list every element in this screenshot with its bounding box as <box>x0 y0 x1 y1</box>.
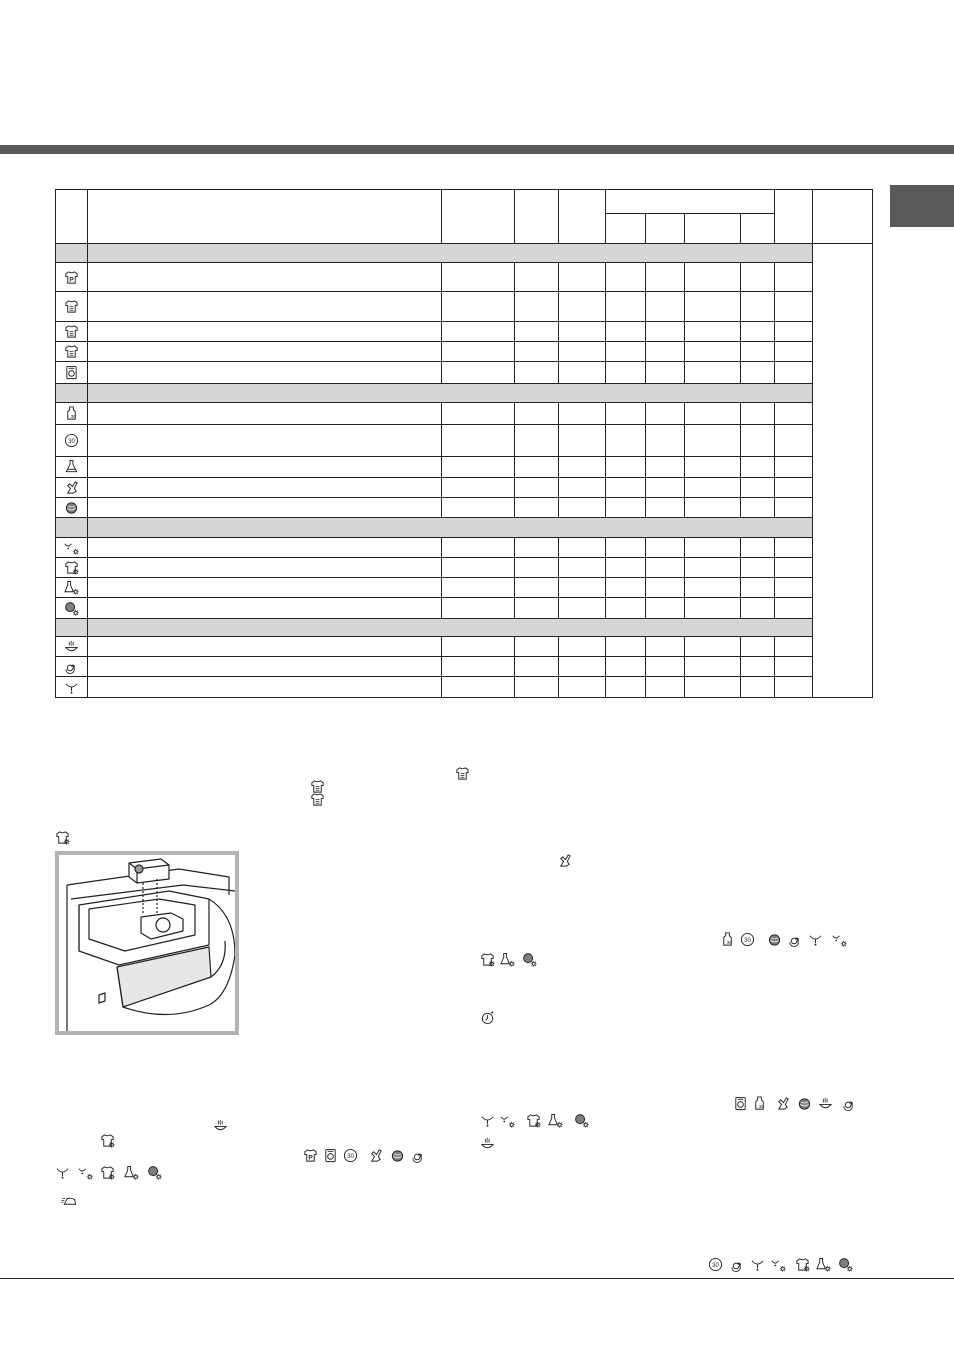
program-value-cell <box>515 636 559 656</box>
program-name-cell <box>88 425 442 456</box>
program-value-cell <box>775 402 813 424</box>
program-value-cell <box>606 578 646 598</box>
spiral-spin-icon <box>788 932 803 947</box>
program-value-cell <box>606 636 646 656</box>
subheader-cell <box>741 214 775 243</box>
program-row <box>56 262 873 291</box>
bottle-icon <box>752 1096 767 1111</box>
program-value-cell <box>606 598 646 618</box>
program-value-cell <box>515 578 559 598</box>
thirty-minute-icon <box>343 1148 358 1163</box>
shirt-icon <box>64 324 79 339</box>
program-icon-cell <box>56 362 88 383</box>
program-row <box>56 557 873 577</box>
program-icon-cell <box>56 578 88 598</box>
shirt-icon <box>455 766 470 781</box>
program-row <box>56 578 873 598</box>
program-name-cell <box>88 657 442 677</box>
program-value-cell <box>775 321 813 341</box>
rinse-bowl-icon <box>213 1118 228 1133</box>
program-value-cell <box>775 425 813 456</box>
program-value-cell <box>775 578 813 598</box>
program-value-cell <box>685 498 741 518</box>
program-value-cell <box>442 578 515 598</box>
group-band-row <box>56 243 873 262</box>
program-value-cell <box>515 402 559 424</box>
program-value-cell <box>685 402 741 424</box>
program-row <box>56 292 873 321</box>
program-name-cell <box>88 636 442 656</box>
subheader-cell <box>685 214 741 243</box>
program-row <box>56 537 873 557</box>
program-value-cell <box>646 498 685 518</box>
drain-icon <box>55 1165 70 1180</box>
program-value-cell <box>606 262 646 291</box>
program-icon-cell <box>56 402 88 424</box>
program-value-cell <box>442 425 515 456</box>
program-value-cell <box>442 402 515 424</box>
rinse-bowl-icon <box>818 1096 833 1111</box>
program-value-cell <box>559 578 606 598</box>
p-shirt-icon <box>64 270 79 285</box>
program-value-cell <box>606 292 646 321</box>
flask-sun-icon <box>64 580 79 595</box>
program-value-cell <box>559 598 606 618</box>
program-value-cell <box>515 425 559 456</box>
group-band-row <box>56 518 873 537</box>
group-band-icon-cell <box>56 518 88 537</box>
program-value-cell <box>515 362 559 383</box>
washer-door-icon <box>733 1096 748 1111</box>
program-row <box>56 657 873 677</box>
drip-sun-icon <box>771 1257 786 1272</box>
program-value-cell <box>515 456 559 477</box>
program-value-cell <box>606 342 646 362</box>
program-value-cell <box>559 677 606 698</box>
program-value-cell <box>685 477 741 497</box>
program-value-cell <box>775 292 813 321</box>
program-value-cell <box>741 456 775 477</box>
group-band-icon-cell <box>56 383 88 402</box>
program-value-cell <box>442 557 515 577</box>
header-cell-icon <box>56 190 88 244</box>
program-value-cell <box>741 425 775 456</box>
program-row <box>56 636 873 656</box>
program-value-cell <box>606 362 646 383</box>
program-value-cell <box>775 498 813 518</box>
group-band-row <box>56 383 873 402</box>
flask-icon <box>64 459 79 474</box>
program-value-cell <box>741 657 775 677</box>
program-value-cell <box>442 362 515 383</box>
program-icon-cell <box>56 425 88 456</box>
washer-door-icon <box>323 1148 338 1163</box>
program-icon-cell <box>56 342 88 362</box>
program-value-cell <box>559 425 606 456</box>
shirt-sun-icon <box>795 1257 810 1272</box>
program-value-cell <box>741 537 775 557</box>
program-value-cell <box>606 456 646 477</box>
wool-sun-icon <box>64 601 79 616</box>
program-icon-cell <box>56 456 88 477</box>
programs-table <box>55 189 873 698</box>
program-value-cell <box>775 262 813 291</box>
program-icon-cell <box>56 557 88 577</box>
svg-text:30: 30 <box>758 1104 764 1110</box>
group-band-title <box>88 518 813 537</box>
program-value-cell <box>741 292 775 321</box>
program-value-cell <box>606 498 646 518</box>
program-name-cell <box>88 362 442 383</box>
thirty-minute-icon <box>708 1257 723 1272</box>
wool-sun-icon <box>147 1165 162 1180</box>
program-value-cell <box>442 456 515 477</box>
program-value-cell <box>646 456 685 477</box>
program-name-cell <box>88 477 442 497</box>
program-value-cell <box>606 537 646 557</box>
subheader-cell <box>646 214 685 243</box>
flask-sun-icon <box>124 1165 139 1180</box>
drip-sun-icon <box>500 1113 515 1128</box>
glove-icon <box>557 853 572 868</box>
program-value-cell <box>741 578 775 598</box>
program-value-cell <box>606 557 646 577</box>
program-value-cell <box>559 557 606 577</box>
program-icon-cell <box>56 636 88 656</box>
program-value-cell <box>646 425 685 456</box>
spiral-spin-icon <box>730 1257 745 1272</box>
program-name-cell <box>88 402 442 424</box>
program-value-cell <box>685 456 741 477</box>
program-icon-cell <box>56 262 88 291</box>
program-value-cell <box>606 402 646 424</box>
program-value-cell <box>515 537 559 557</box>
program-value-cell <box>646 557 685 577</box>
program-value-cell <box>646 262 685 291</box>
rinse-bowl-icon <box>480 1136 495 1151</box>
program-value-cell <box>685 578 741 598</box>
program-name-cell <box>88 342 442 362</box>
program-name-cell <box>88 677 442 698</box>
glove-icon <box>368 1148 383 1163</box>
program-value-cell <box>775 477 813 497</box>
program-value-cell <box>741 362 775 383</box>
shirt-icon <box>64 299 79 314</box>
flask-sun-icon <box>816 1257 831 1272</box>
program-value-cell <box>646 342 685 362</box>
program-row <box>56 362 873 383</box>
program-value-cell <box>442 537 515 557</box>
program-value-cell <box>606 477 646 497</box>
iron-icon <box>55 1193 83 1208</box>
shirt-sun-icon <box>64 560 79 575</box>
program-value-cell <box>646 598 685 618</box>
shirt-sun-icon <box>100 1133 115 1148</box>
program-value-cell <box>775 456 813 477</box>
program-value-cell <box>741 477 775 497</box>
group-band-title <box>88 243 813 262</box>
group-band-title <box>88 383 813 402</box>
program-name-cell <box>88 262 442 291</box>
program-value-cell <box>559 342 606 362</box>
program-value-cell <box>775 557 813 577</box>
svg-text:30: 30 <box>70 414 76 420</box>
program-value-cell <box>515 677 559 698</box>
program-value-cell <box>515 598 559 618</box>
program-icon-cell <box>56 292 88 321</box>
program-value-cell <box>685 362 741 383</box>
program-name-cell <box>88 537 442 557</box>
header-cell-description <box>88 190 442 244</box>
program-value-cell <box>559 477 606 497</box>
group-band-title <box>88 618 813 636</box>
drain-icon <box>808 932 823 947</box>
header-cell <box>813 190 873 244</box>
program-value-cell <box>515 557 559 577</box>
header-cell-group <box>606 190 775 214</box>
program-value-cell <box>685 598 741 618</box>
program-row <box>56 342 873 362</box>
group-band-row <box>56 618 873 636</box>
program-value-cell <box>741 636 775 656</box>
program-value-cell <box>515 342 559 362</box>
program-value-cell <box>606 657 646 677</box>
program-value-cell <box>559 262 606 291</box>
drain-icon <box>750 1257 765 1272</box>
thirty-minute-icon <box>740 932 755 947</box>
shirt-icon <box>310 792 325 807</box>
program-name-cell <box>88 321 442 341</box>
program-value-cell <box>515 321 559 341</box>
glove-icon <box>775 1096 790 1111</box>
program-value-cell <box>442 292 515 321</box>
wool-sun-icon <box>838 1257 853 1272</box>
table-header-row <box>56 190 873 214</box>
program-value-cell <box>775 657 813 677</box>
program-icon-cell <box>56 537 88 557</box>
flask-sun-icon <box>548 1113 563 1128</box>
wool-ball-icon <box>64 500 79 515</box>
program-value-cell <box>741 557 775 577</box>
program-row <box>56 425 873 456</box>
wool-ball-icon <box>390 1148 405 1163</box>
program-value-cell <box>741 342 775 362</box>
spiral-spin-icon <box>64 659 79 674</box>
svg-text:30: 30 <box>347 1152 354 1160</box>
drawer-drawing <box>59 855 235 1031</box>
program-value-cell <box>646 677 685 698</box>
glove-icon <box>64 480 79 495</box>
program-value-cell <box>685 636 741 656</box>
program-value-cell <box>741 598 775 618</box>
program-value-cell <box>559 362 606 383</box>
program-value-cell <box>685 677 741 698</box>
program-value-cell <box>646 657 685 677</box>
wool-ball-icon <box>767 932 782 947</box>
program-icon-cell <box>56 498 88 518</box>
bottom-rule <box>0 1278 954 1279</box>
wool-sun-icon <box>522 952 537 967</box>
program-name-cell <box>88 456 442 477</box>
program-icon-cell <box>56 321 88 341</box>
program-row <box>56 498 873 518</box>
drip-sun-icon <box>832 932 847 947</box>
program-value-cell <box>646 292 685 321</box>
program-name-cell <box>88 598 442 618</box>
wool-ball-icon <box>797 1096 812 1111</box>
program-value-cell <box>741 262 775 291</box>
drain-icon <box>480 1113 495 1128</box>
group-band-icon-cell <box>56 243 88 262</box>
program-icon-cell <box>56 657 88 677</box>
shirt-sun-icon <box>526 1113 541 1128</box>
thirty-minute-icon <box>64 433 79 448</box>
shirt-sun-icon <box>100 1165 115 1180</box>
program-value-cell <box>775 636 813 656</box>
bottle-icon <box>64 406 79 421</box>
spiral-spin-icon <box>411 1148 426 1163</box>
header-cell <box>775 190 813 244</box>
program-value-cell <box>685 342 741 362</box>
program-value-cell <box>775 342 813 362</box>
svg-text:P: P <box>69 275 74 283</box>
rinse-bowl-icon <box>64 639 79 654</box>
program-value-cell <box>559 636 606 656</box>
drip-sun-icon <box>78 1165 93 1180</box>
program-value-cell <box>685 557 741 577</box>
timer-start-icon <box>480 1010 495 1025</box>
program-row <box>56 477 873 497</box>
program-value-cell <box>442 342 515 362</box>
p-shirt-icon <box>303 1148 318 1163</box>
header-cell <box>442 190 515 244</box>
program-name-cell <box>88 578 442 598</box>
program-row <box>56 456 873 477</box>
program-value-cell <box>741 498 775 518</box>
program-value-cell <box>646 362 685 383</box>
shirt-sun-icon <box>480 952 495 967</box>
group-band-icon-cell <box>56 618 88 636</box>
svg-text:30: 30 <box>726 940 732 946</box>
drip-sun-icon <box>64 540 79 555</box>
program-value-cell <box>685 657 741 677</box>
program-row <box>56 321 873 341</box>
program-icon-cell <box>56 477 88 497</box>
program-value-cell <box>775 362 813 383</box>
program-value-cell <box>741 402 775 424</box>
shirt-icon <box>64 344 79 359</box>
program-value-cell <box>559 456 606 477</box>
bottle-icon <box>720 932 735 947</box>
program-value-cell <box>442 262 515 291</box>
program-value-cell <box>559 537 606 557</box>
program-value-cell <box>685 321 741 341</box>
program-value-cell <box>606 425 646 456</box>
program-value-cell <box>646 578 685 598</box>
program-value-cell <box>559 657 606 677</box>
program-value-cell <box>442 598 515 618</box>
program-value-cell <box>741 677 775 698</box>
program-value-cell <box>559 321 606 341</box>
program-value-cell <box>442 498 515 518</box>
program-value-cell <box>685 292 741 321</box>
program-value-cell <box>741 321 775 341</box>
program-row <box>56 598 873 618</box>
program-value-cell <box>685 425 741 456</box>
program-value-cell <box>515 498 559 518</box>
notes-column-cell <box>813 243 873 697</box>
program-value-cell <box>646 477 685 497</box>
header-cell <box>515 190 559 244</box>
program-value-cell <box>515 657 559 677</box>
spiral-spin-icon <box>842 1096 857 1111</box>
program-value-cell <box>646 636 685 656</box>
program-value-cell <box>559 498 606 518</box>
shirt-sun-icon <box>55 830 70 845</box>
program-value-cell <box>515 262 559 291</box>
header-bar <box>0 145 954 154</box>
program-icon-cell <box>56 677 88 698</box>
program-value-cell <box>515 477 559 497</box>
program-value-cell <box>606 321 646 341</box>
flask-sun-icon <box>500 952 515 967</box>
program-value-cell <box>775 598 813 618</box>
program-row <box>56 402 873 424</box>
program-value-cell <box>559 292 606 321</box>
program-value-cell <box>442 477 515 497</box>
program-value-cell <box>646 402 685 424</box>
program-row <box>56 677 873 698</box>
program-value-cell <box>559 402 606 424</box>
drain-icon <box>64 680 79 695</box>
program-value-cell <box>515 292 559 321</box>
program-value-cell <box>775 677 813 698</box>
washer-door-icon <box>64 365 79 380</box>
detergent-drawer-illustration <box>55 851 239 1035</box>
program-value-cell <box>606 677 646 698</box>
svg-text:30: 30 <box>744 936 751 944</box>
svg-text:30: 30 <box>712 1261 719 1269</box>
program-icon-cell <box>56 598 88 618</box>
svg-text:P: P <box>308 1154 313 1162</box>
program-value-cell <box>442 321 515 341</box>
language-tab <box>890 185 954 227</box>
program-value-cell <box>646 321 685 341</box>
subheader-cell <box>606 214 646 243</box>
svg-text:30: 30 <box>68 437 75 445</box>
program-value-cell <box>685 537 741 557</box>
program-value-cell <box>442 636 515 656</box>
program-value-cell <box>646 537 685 557</box>
program-value-cell <box>442 677 515 698</box>
program-name-cell <box>88 557 442 577</box>
wool-sun-icon <box>574 1113 589 1128</box>
header-cell <box>559 190 606 244</box>
program-name-cell <box>88 498 442 518</box>
program-value-cell <box>685 262 741 291</box>
program-value-cell <box>442 657 515 677</box>
program-name-cell <box>88 292 442 321</box>
program-value-cell <box>775 537 813 557</box>
